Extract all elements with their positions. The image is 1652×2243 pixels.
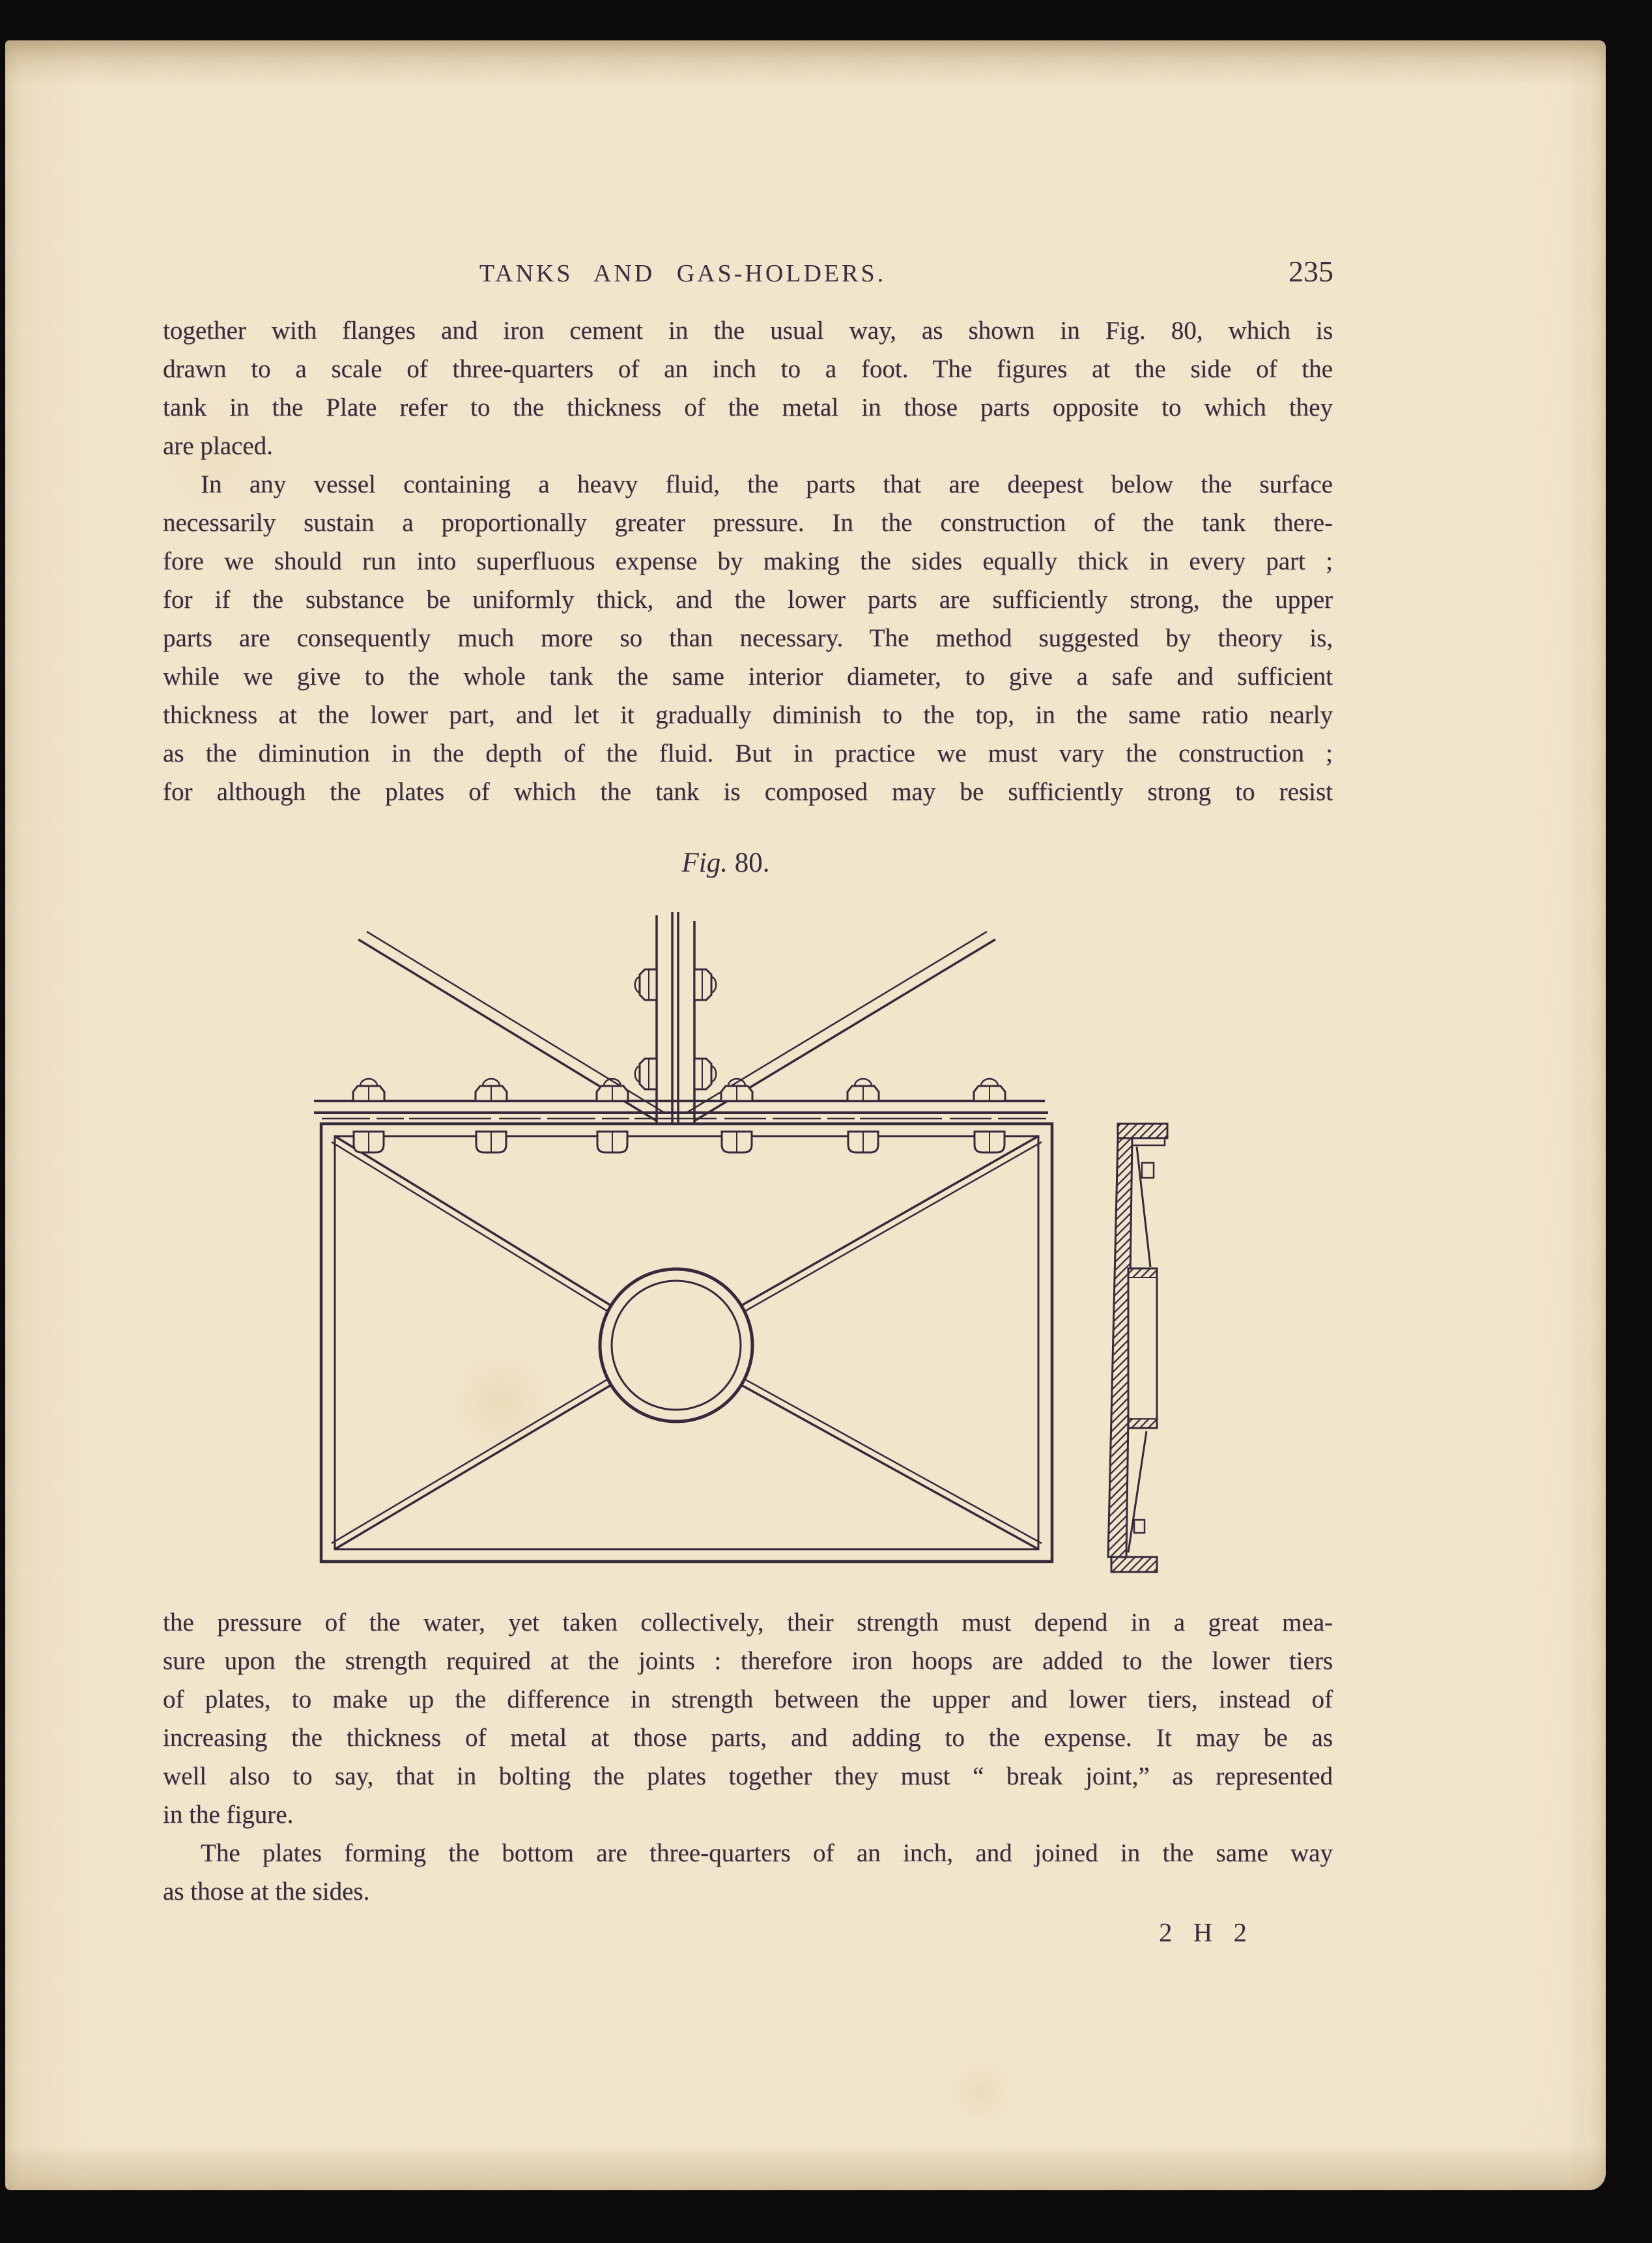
text-line: well also to say, that in bolting the plates together they must “ break joint,” as represented: [163, 1762, 1333, 1790]
text-line: while we give to the whole tank the same interior diameter, to give a safe and sufficient: [163, 663, 1333, 691]
text-line: of plates, to make up the difference in strength between the upper and lower tiers, instead of: [163, 1685, 1333, 1713]
text-line: tank in the Plate refer to the thickness of the metal in those parts opposite to which they: [163, 393, 1333, 421]
text-line: for although the plates of which the tank is composed may be sufficiently strong to resist: [163, 778, 1333, 806]
figure-80: [305, 899, 1191, 1616]
text-line: as those at the sides.: [163, 1878, 370, 1906]
running-title: TANKS AND GAS-HOLDERS.: [479, 260, 887, 287]
text-line: as the diminution in the depth of the fluid. But in practice we must vary the construction ;: [163, 739, 1333, 767]
text-line: the pressure of the water, yet taken collectively, their strength must depend in a great mea-: [163, 1608, 1333, 1636]
text-line: are placed.: [163, 432, 273, 460]
paragraph-block-top: [163, 311, 1333, 811]
front-elevation: [314, 912, 1052, 1562]
figure-caption: [205, 847, 1247, 879]
text-line: In any vessel containing a heavy fluid, the parts that are deepest below the surface: [201, 470, 1333, 498]
text-line: together with flanges and iron cement in the usual way, as shown in Fig. 80, which is: [163, 317, 1333, 345]
text-line: for if the substance be uniformly thick, and the lower parts are sufficiently strong, the upper: [163, 586, 1333, 614]
text-line: The plates forming the bottom are three-quarters of an inch, and joined in the same way: [201, 1839, 1333, 1867]
flange-nuts: [354, 1132, 1004, 1152]
figure-caption-number: 80.: [734, 848, 770, 878]
text-line: sure upon the strength required at the joints : therefore iron hoops are added to the lower tiers: [163, 1647, 1333, 1675]
signature-mark: 2 H 2: [1158, 1917, 1249, 1947]
side-section: [1108, 1124, 1167, 1572]
text-line: fore we should run into superfluous expense by making the sides equally thick in every part ;: [163, 547, 1333, 575]
joint-bolts: [635, 969, 717, 1089]
figure-caption-label: Fig.: [681, 848, 728, 878]
text-line: parts are consequently much more so than necessary. The method suggested by theory is,: [163, 624, 1333, 652]
page-number: 235: [1289, 255, 1333, 288]
text-line: thickness at the lower part, and let it gradually diminish to the top, in the same ratio nearly: [163, 701, 1333, 729]
paragraph-block-bottom: [163, 1603, 1333, 1911]
text-line: drawn to a scale of three-quarters of an inch to a foot. The figures at the side of the: [163, 355, 1333, 383]
text-line: necessarily sustain a proportionally greater pressure. In the construction of the tank there-: [163, 509, 1333, 537]
text-line: increasing the thickness of metal at those parts, and adding to the expense. It may be as: [163, 1724, 1333, 1752]
figure-80-drawing: [305, 899, 1191, 1616]
page: [5, 40, 1606, 2190]
text-line: in the figure.: [163, 1801, 294, 1829]
